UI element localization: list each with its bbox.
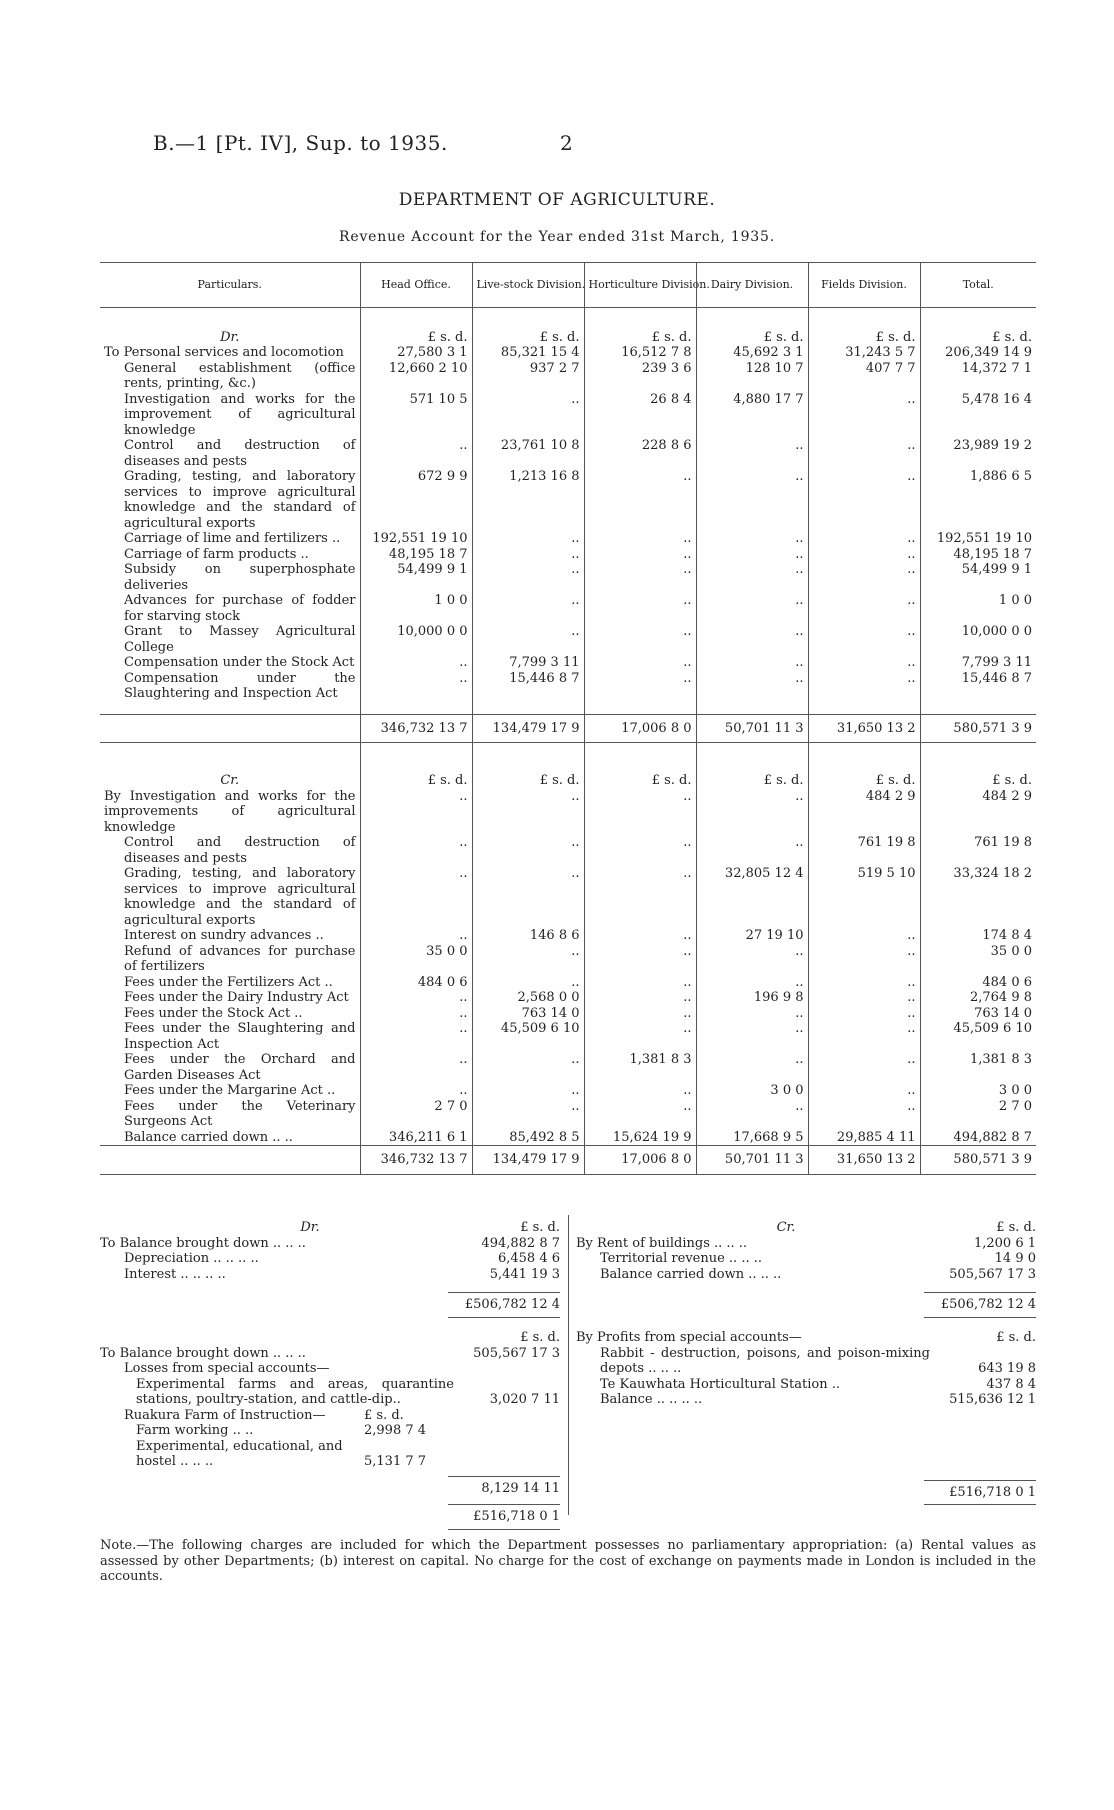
value-cell: .. [696,624,808,655]
col-header: Particulars. [100,263,360,308]
unit-label: £ s. d. [696,773,808,789]
value-cell: 10,000 0 0 [360,624,472,655]
unit-label: £ s. d. [360,773,472,789]
value-cell: 519 5 10 [808,866,920,928]
value-cell: .. [472,562,584,593]
value-cell: .. [584,944,696,975]
row-label: Advances for purchase of fodder for starving stock [124,593,356,624]
value-cell: .. [696,944,808,975]
value-cell: 4,880 17 7 [696,392,808,439]
value-cell: .. [360,438,472,469]
row-label: Fees under the Stock Act .. [124,1005,303,1021]
dr-label: Dr. [300,1220,320,1235]
balance1-dr-item: Depreciation .. .. .. .. [124,1251,259,1266]
value-cell: .. [360,655,472,671]
value-cell: .. [584,562,696,593]
total-cell: 31,650 13 2 [808,1146,920,1175]
row-label: Grant to Massey Agricultural College [124,624,356,655]
table-row [100,562,1036,593]
balance-divider [568,1215,569,1515]
value-cell: .. [696,1006,808,1022]
value-cell: .. [584,866,696,928]
table-header-row [100,263,1036,308]
table-row [100,1099,1036,1130]
row-label: Fees under the Fertilizers Act .. [124,974,333,990]
debit-section [100,308,1036,715]
table-row [100,671,1036,702]
page-title: DEPARTMENT OF AGRICULTURE. [398,190,716,210]
value-cell: 192,551 19 10 [920,531,1036,547]
col-header: Horticulture Division. [584,263,696,308]
credit-section [100,743,1036,1146]
value-cell: 15,446 8 7 [920,671,1036,702]
table-row [100,866,1036,928]
balance2-cr-item: Rabbit - destruction, poisons, and poison-mixing depots .. .. .. [600,1345,930,1376]
total-cell: 50,701 11 3 [696,714,808,743]
value-cell: .. [696,562,808,593]
unit-label: £ s. d. [808,773,920,789]
value-cell: 7,799 3 11 [472,655,584,671]
value-cell: .. [472,789,584,836]
balance2-dr-amount: 505,567 17 3 [473,1345,560,1361]
value-cell: 484 2 9 [808,789,920,836]
unit-label: £ s. d. [360,330,472,346]
total-cell: 346,732 13 7 [360,714,472,743]
balance1-dr-amount: 494,882 8 7 [481,1235,560,1251]
total-label [100,1146,360,1175]
value-cell: 494,882 8 7 [920,1130,1036,1146]
value-cell: 206,349 14 9 [920,345,1036,361]
table-row [100,438,1036,469]
value-cell: .. [472,1052,584,1083]
value-cell: .. [584,975,696,991]
value-cell: 23,989 19 2 [920,438,1036,469]
row-label: Fees under the Veterinary Surgeons Act [124,1098,356,1129]
value-cell: .. [360,671,472,702]
value-cell: .. [808,469,920,531]
row-label: Grading, testing, and laboratory services to improve agricultural knowledge and the standard of agricultural exports [124,469,356,531]
value-cell: .. [472,392,584,439]
value-cell: 763 14 0 [472,1006,584,1022]
value-cell: .. [360,866,472,928]
value-cell: 192,551 19 10 [360,531,472,547]
value-cell: .. [808,547,920,563]
balance2-cr-item: By Profits from special accounts— [576,1330,802,1345]
value-cell: .. [808,671,920,702]
table-row [100,547,1036,563]
total-cell: 17,006 8 0 [584,1146,696,1175]
table-row [100,655,1036,671]
table-row [100,392,1036,439]
cr-label: Cr. [220,773,240,788]
page-number: 2 [560,131,573,155]
unit-label: £ s. d. [920,773,1036,789]
value-cell: .. [584,593,696,624]
row-label: By Investigation and works for the improvements of agricultural knowledge [104,788,356,835]
value-cell: .. [696,671,808,702]
col-header: Dairy Division. [696,263,808,308]
value-cell: 2,568 0 0 [472,990,584,1006]
value-cell: .. [808,1083,920,1099]
balance2-cr-amount: 643 19 8 [978,1360,1036,1376]
value-cell: .. [584,1006,696,1022]
value-cell: .. [472,866,584,928]
value-cell: 228 8 6 [584,438,696,469]
value-cell: 23,761 10 8 [472,438,584,469]
value-cell: 31,243 5 7 [808,345,920,361]
balance2-cr-amount: 515,636 12 1 [949,1392,1036,1407]
row-label: General establishment (office rents, printing, &c.) [124,360,356,391]
unit-label: £ s. d. [584,773,696,789]
balance1-dr-total: £506,782 12 4 [464,1297,560,1312]
value-cell: .. [584,547,696,563]
value-cell: .. [472,975,584,991]
value-cell: 174 8 4 [920,928,1036,944]
value-cell: .. [584,990,696,1006]
value-cell: .. [808,655,920,671]
value-cell: .. [472,1083,584,1099]
row-label: Compensation under the Stock Act [124,655,355,670]
value-cell: .. [360,1006,472,1022]
unit-label: £ s. d. [996,1330,1036,1345]
value-cell: .. [360,1083,472,1099]
value-cell: 672 9 9 [360,469,472,531]
value-cell: 3 0 0 [696,1083,808,1099]
value-cell: 32,805 12 4 [696,866,808,928]
value-cell: 26 8 4 [584,392,696,439]
balance1-cr-total: £506,782 12 4 [940,1297,1036,1312]
row-label: Control and destruction of diseases and pests [124,835,356,866]
value-cell: .. [696,975,808,991]
row-label: Fees under the Slaughtering and Inspection Act [124,1021,356,1052]
value-cell: .. [360,990,472,1006]
unit-label: £ s. d. [520,1330,560,1345]
value-cell: 346,211 6 1 [360,1130,472,1146]
row-label: To Personal services and locomotion [104,345,344,360]
value-cell: .. [808,562,920,593]
value-cell: .. [808,1099,920,1130]
total-cell: 134,479 17 9 [472,1146,584,1175]
row-label: Interest on sundry advances .. [124,928,324,943]
row-label: Subsidy on superphosphate deliveries [124,562,356,593]
table-row [100,1021,1036,1052]
value-cell: .. [696,469,808,531]
balance1-cr-item: Territorial revenue .. .. .. [600,1251,762,1266]
credit-total [100,1146,1036,1175]
balance2-dr-item: Losses from special accounts— [124,1361,330,1376]
value-cell: 2 7 0 [920,1099,1036,1130]
value-cell: .. [808,990,920,1006]
value-cell: 48,195 18 7 [920,547,1036,563]
value-cell: 85,492 8 5 [472,1130,584,1146]
value-cell: .. [808,944,920,975]
row-label: Balance carried down .. .. [124,1129,293,1145]
value-cell: 3 0 0 [920,1083,1036,1099]
col-header: Live-stock Division. [472,263,584,308]
table-row [100,531,1036,547]
total-cell: 134,479 17 9 [472,714,584,743]
value-cell: .. [696,655,808,671]
col-header: Head Office. [360,263,472,308]
balance1-dr [100,1220,560,1318]
balance1-cr-amount: 1,200 6 1 [973,1235,1036,1251]
table-row [100,361,1036,392]
balance2-dr-item: Ruakura Farm of Instruction— [124,1407,326,1423]
row-label: Fees under the Dairy Industry Act [124,990,349,1005]
value-cell: 1,381 8 3 [920,1052,1036,1083]
value-cell: 54,499 9 1 [360,562,472,593]
balance2-dr-amount: 5,131 7 7 [364,1453,427,1469]
table-row [100,944,1036,975]
value-cell: .. [696,531,808,547]
value-cell: 5,478 16 4 [920,392,1036,439]
value-cell: .. [472,944,584,975]
total-cell: 50,701 11 3 [696,1146,808,1175]
table-row [100,975,1036,991]
footnote: Note.—The following charges are included for which the Department possesses no parliamentary appropriation: (a) Rental values as assessed by other Departments; (b) interest on capital. No charge for the cost of exchange on payments made in London is included in the accounts. [100,1538,1036,1584]
value-cell: .. [808,438,920,469]
total-cell: 580,571 3 9 [920,714,1036,743]
table-row [100,789,1036,836]
value-cell: .. [808,593,920,624]
cr-label: Cr. [776,1220,796,1235]
table-row [100,990,1036,1006]
value-cell: 12,660 2 10 [360,361,472,392]
value-cell: 1 0 0 [360,593,472,624]
value-cell: .. [584,789,696,836]
value-cell: .. [808,975,920,991]
value-cell: 27,580 3 1 [360,345,472,361]
value-cell: .. [584,469,696,531]
value-cell: 15,624 19 9 [584,1130,696,1146]
total-cell: 17,006 8 0 [584,714,696,743]
value-cell: 35 0 0 [360,944,472,975]
value-cell: 1 0 0 [920,593,1036,624]
total-row [100,1146,1036,1175]
value-cell: .. [696,789,808,836]
value-cell: 1,886 6 5 [920,469,1036,531]
unit-label: £ s. d. [584,330,696,346]
value-cell: .. [584,531,696,547]
value-cell: .. [696,547,808,563]
balance1-dr-item: Interest .. .. .. .. [124,1266,226,1282]
col-header: Fields Division. [808,263,920,308]
value-cell: 1,213 16 8 [472,469,584,531]
value-cell: 484 2 9 [920,789,1036,836]
balance2-cr-item: Te Kauwhata Horticultural Station .. [600,1376,840,1392]
value-cell: 128 10 7 [696,361,808,392]
value-cell: .. [808,1006,920,1022]
value-cell: 7,799 3 11 [920,655,1036,671]
value-cell: 763 14 0 [920,1006,1036,1022]
value-cell: 33,324 18 2 [920,866,1036,928]
value-cell: 196 9 8 [696,990,808,1006]
unit-label: £ s. d. [520,1220,560,1235]
table-row [100,1083,1036,1099]
value-cell: .. [472,1099,584,1130]
table-row [100,928,1036,944]
value-cell: .. [696,835,808,866]
balance2-dr-item: To Balance brought down .. .. .. [100,1345,306,1361]
balance2-cr [576,1330,1036,1505]
value-cell: 1,381 8 3 [584,1052,696,1083]
value-cell: .. [472,593,584,624]
total-cell: 346,732 13 7 [360,1146,472,1175]
value-cell: .. [584,624,696,655]
value-cell: .. [584,1083,696,1099]
balance1-cr-amount: 14 9 0 [994,1251,1036,1266]
balance1-cr-item: By Rent of buildings .. .. .. [576,1235,748,1251]
total-cell: 580,571 3 9 [920,1146,1036,1175]
row-label: Fees under the Margarine Act .. [124,1083,336,1098]
total-label [100,714,360,743]
value-cell: 239 3 6 [584,361,696,392]
value-cell: 54,499 9 1 [920,562,1036,593]
value-cell: .. [472,624,584,655]
value-cell: 484 0 6 [360,975,472,991]
balance2-dr-total: £516,718 0 1 [473,1509,560,1524]
total-cell: 31,650 13 2 [808,714,920,743]
balance2-dr [100,1330,560,1530]
balance1-cr-item: Balance carried down .. .. .. [600,1266,782,1282]
table-row [100,1052,1036,1083]
balance2-dr-item: Experimental, educational, and hostel .. .. .. [136,1438,343,1469]
value-cell: .. [584,928,696,944]
value-cell: .. [808,1052,920,1083]
table-row [100,345,1036,361]
unit-label: £ s. d. [808,330,920,346]
unit-label: £ s. d. [996,1220,1036,1235]
table-row [100,1006,1036,1022]
value-cell: .. [360,928,472,944]
value-cell: 761 19 8 [808,835,920,866]
unit-label: £ s. d. [472,330,584,346]
value-cell: .. [584,1099,696,1130]
row-label: Carriage of lime and fertilizers .. [124,531,341,546]
unit-label: £ s. d. [472,773,584,789]
balance2-cr-amount: 437 8 4 [986,1376,1036,1392]
value-cell: 571 10 5 [360,392,472,439]
value-cell: 45,509 6 10 [472,1021,584,1052]
value-cell: .. [696,1099,808,1130]
row-label: Investigation and works for the improvement of agricultural knowledge [124,391,356,438]
value-cell: .. [360,789,472,836]
value-cell: 761 19 8 [920,835,1036,866]
value-cell: .. [584,1021,696,1052]
balance2-cr-total: £516,718 0 1 [949,1484,1036,1500]
balance2-dr-item: Farm working .. .. [136,1423,254,1438]
value-cell: .. [472,547,584,563]
value-cell: 35 0 0 [920,944,1036,975]
value-cell: .. [360,1021,472,1052]
debit-total [100,714,1036,743]
value-cell: .. [808,531,920,547]
balance2-dr-amount: 3,020 7 11 [489,1391,560,1407]
row-label: Fees under the Orchard and Garden Diseases Act [124,1052,356,1083]
value-cell: .. [808,392,920,439]
value-cell: 15,446 8 7 [472,671,584,702]
value-cell: 16,512 7 8 [584,345,696,361]
value-cell: 17,668 9 5 [696,1130,808,1146]
balance1-cr [576,1220,1036,1318]
value-cell: 48,195 18 7 [360,547,472,563]
value-cell: 937 2 7 [472,361,584,392]
value-cell: 45,509 6 10 [920,1021,1036,1052]
value-cell: 10,000 0 0 [920,624,1036,655]
value-cell: 29,885 4 11 [808,1130,920,1146]
value-cell: .. [808,1021,920,1052]
value-cell: 45,692 3 1 [696,345,808,361]
balance1-dr-amount: 6,458 4 6 [497,1251,560,1266]
table-row [100,593,1036,624]
value-cell: .. [584,655,696,671]
row-label: Refund of advances for purchase of fertilizers [124,943,356,974]
total-row [100,714,1036,743]
table-row [100,624,1036,655]
value-cell: .. [696,593,808,624]
unit-label: £ s. d. [920,330,1036,346]
value-cell: .. [808,928,920,944]
row-label: Compensation under the Slaughtering and Inspection Act [124,670,356,701]
balance2-cr-item: Balance .. .. .. .. [600,1392,703,1407]
unit-label: £ s. d. [696,330,808,346]
value-cell: .. [696,438,808,469]
value-cell: .. [472,531,584,547]
value-cell: 2 7 0 [360,1099,472,1130]
value-cell: .. [472,835,584,866]
value-cell: 484 0 6 [920,975,1036,991]
table-row [100,1130,1036,1146]
row-label: Grading, testing, and laboratory services to improve agricultural knowledge and the standard of agricultural exports [124,866,356,928]
value-cell: .. [808,624,920,655]
table-row [100,469,1036,531]
value-cell: 14,372 7 1 [920,361,1036,392]
balance1-dr-item: To Balance brought down .. .. .. [100,1235,306,1251]
table-row [100,835,1036,866]
row-label: Control and destruction of diseases and pests [124,438,356,469]
value-cell: 2,764 9 8 [920,990,1036,1006]
page-subtitle: Revenue Account for the Year ended 31st March, 1935. [339,229,775,245]
row-label: Carriage of farm products .. [124,546,309,562]
balance2-dr-amount: 8,129 14 11 [481,1480,560,1496]
balance1-cr-amount: 505,567 17 3 [949,1266,1036,1282]
value-cell: .. [696,1052,808,1083]
revenue-account-table [100,262,1036,1175]
value-cell: .. [584,835,696,866]
value-cell: 146 8 6 [472,928,584,944]
value-cell: 407 7 7 [808,361,920,392]
value-cell: .. [360,835,472,866]
header-ref: B.—1 [Pt. IV], Sup. to 1935. [153,131,448,155]
value-cell: .. [696,1021,808,1052]
value-cell: 27 19 10 [696,928,808,944]
value-cell: .. [360,1052,472,1083]
unit-label: £ s. d. [364,1407,404,1423]
balance1-dr-amount: 5,441 19 3 [489,1266,560,1282]
value-cell: .. [584,671,696,702]
balance2-dr-item: Experimental farms and areas, quarantine stations, poultry-station, and cattle-dip.. [136,1376,454,1407]
dr-label: Dr. [220,329,240,345]
col-header: Total. [920,263,1036,308]
value-cell: 85,321 15 4 [472,345,584,361]
balance2-dr-amount: 2,998 7 4 [364,1423,427,1438]
